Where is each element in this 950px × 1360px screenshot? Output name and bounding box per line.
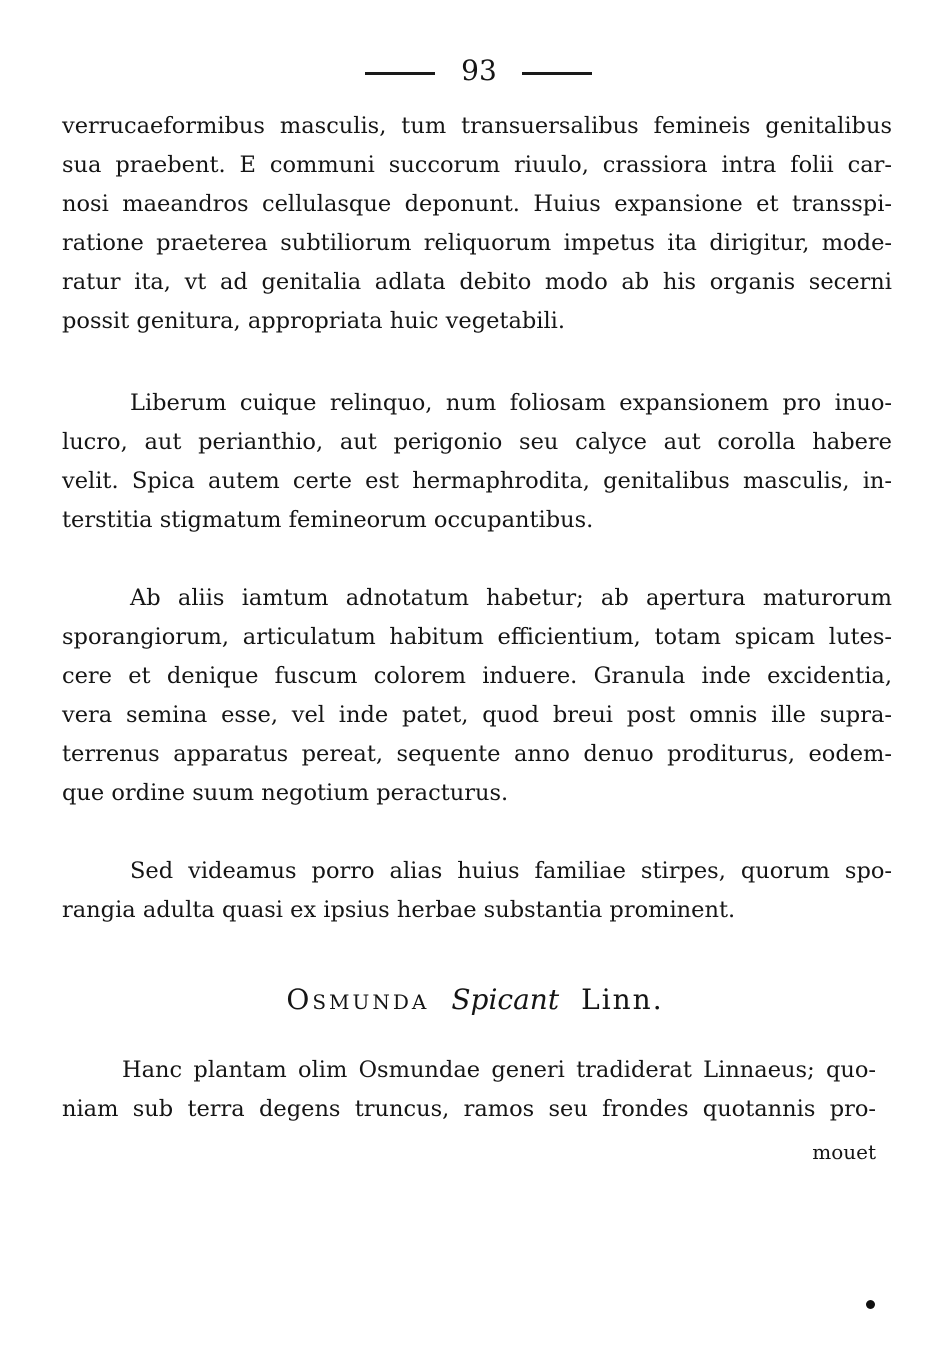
text-line: cere et denique fuscum colorem induere. Granula inde excidentia,	[62, 663, 892, 689]
page-header	[0, 52, 950, 92]
text-line: terstitia stigmatum femineorum occupantibus.	[62, 507, 594, 533]
text-line: Sed videamus porro alias huius familiae stirpes, quorum spo-	[130, 858, 892, 884]
text-line: vera semina esse, vel inde patet, quod breui post omnis ille supra-	[62, 702, 892, 728]
heading-species: Spicant	[451, 983, 560, 1016]
page-number: 93	[461, 54, 497, 87]
text-line: Ab aliis iamtum adnotatum habetur; ab apertura maturorum	[130, 585, 892, 611]
catchword: mouet	[812, 1140, 876, 1164]
text-line: velit. Spica autem certe est hermaphrodita, genitalibus masculis, in-	[62, 468, 892, 494]
text-line: Liberum cuique relinquo, num foliosam expansionem pro inuo-	[130, 390, 892, 416]
text-line: rangia adulta quasi ex ipsius herbae substantia prominent.	[62, 897, 736, 923]
section-heading	[0, 980, 950, 1020]
text-line: terrenus apparatus pereat, sequente anno denuo proditurus, eodem-	[62, 741, 892, 767]
heading-genus: Osmunda	[286, 983, 430, 1016]
text-line: ratione praeterea subtiliorum reliquorum impetus ita dirigitur, mode-	[62, 230, 892, 256]
heading-author: Linn.	[581, 983, 664, 1016]
text-line: sporangiorum, articulatum habitum efficientium, totam spicam lutes-	[62, 624, 892, 650]
text-line: lucro, aut perianthio, aut perigonio seu calyce aut corolla habere	[62, 429, 892, 455]
text-line: nosi maeandros cellulasque deponunt. Huius expansione et transspi-	[62, 191, 892, 217]
text-line: que ordine suum negotium peracturus.	[62, 780, 509, 806]
ink-spot	[866, 1300, 875, 1309]
header-rule-right	[522, 72, 592, 75]
text-line: sua praebent. E communi succorum riuulo, crassiora intra folii car-	[62, 152, 892, 178]
header-rule-left	[365, 72, 435, 75]
text-line: niam sub terra degens truncus, ramos seu frondes quotannis pro-	[62, 1096, 876, 1122]
text-line: Hanc plantam olim Osmundae generi tradiderat Linnaeus; quo-	[122, 1057, 876, 1083]
text-line: possit genitura, appropriata huic vegetabili.	[62, 308, 566, 334]
text-line: verrucaeformibus masculis, tum transuersalibus femineis genitalibus	[62, 113, 892, 139]
text-line: ratur ita, vt ad genitalia adlata debito modo ab his organis secerni	[62, 269, 892, 295]
